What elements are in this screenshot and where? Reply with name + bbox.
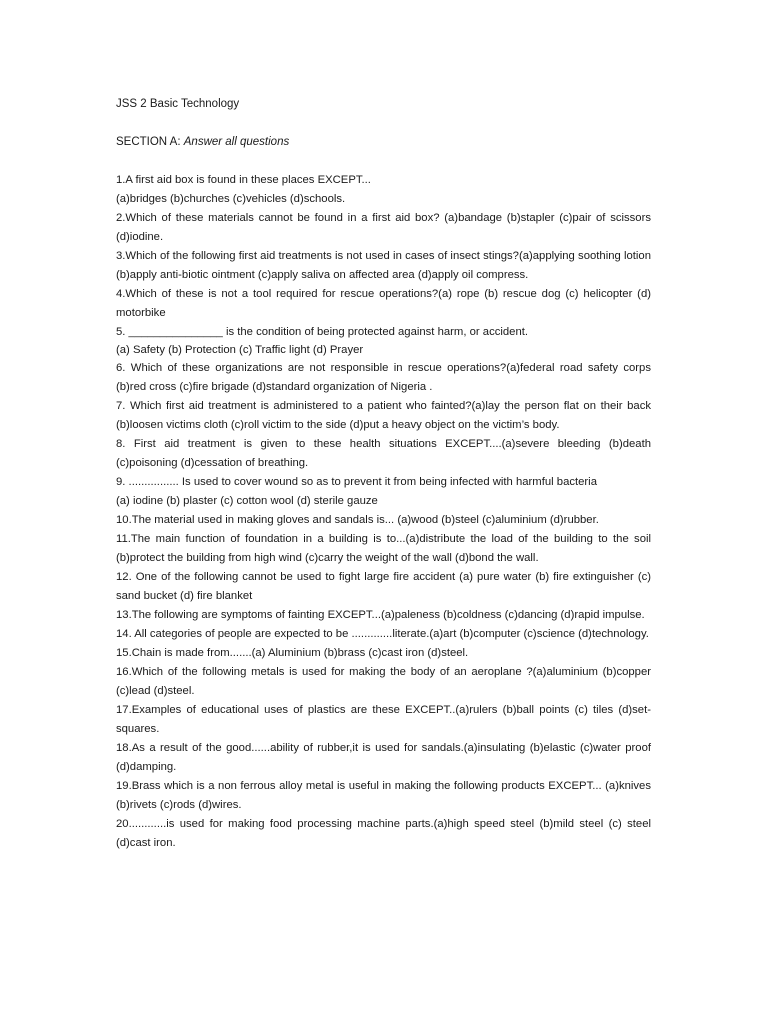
question-1: 1.A first aid box is found in these places EXCEPT... (116, 174, 371, 186)
question-10: 10.The material used in making gloves and sandals is... (a)wood (b)steel (c)aluminium (d)rubber. (116, 514, 599, 526)
question-14: 14. All categories of people are expected to be .............literate.(a)art (b)computer (c)science (d)technology. (116, 628, 649, 640)
question-9-options: (a) iodine (b) plaster (c) cotton wool (d) sterile gauze (116, 495, 378, 507)
question-9: 9. ................ Is used to cover wound so as to prevent it from being infected with harmful bacteria (116, 476, 597, 488)
question-20: 20............is used for making food processing machine parts.(a)high speed steel (b)mild steel (c) steel (d)cast iron. (116, 818, 651, 849)
question-16: 16.Which of the following metals is used for making the body of an aeroplane ?(a)aluminium (b)copper (c)lead (d)steel. (116, 666, 651, 697)
question-4: 4.Which of these is not a tool required for rescue operations?(a) rope (b) rescue dog (c) helicopter (d) motorbike (116, 288, 651, 319)
question-17: 17.Examples of educational uses of plastics are these EXCEPT..(a)rulers (b)ball points (c) tiles (d)set-squares. (116, 704, 651, 735)
question-7: 7. Which first aid treatment is administered to a patient who fainted?(a)lay the person flat on their back (b)loosen victims cloth (c)roll victim to the side (d)put a heavy object on the victim’s body. (116, 400, 651, 431)
question-3: 3.Which of the following first aid treatments is not used in cases of insect stings?(a)applying soothing lotion (b)apply anti-biotic ointment (c)apply saliva on affected area (d)apply oil compress. (116, 250, 651, 281)
question-6: 6. Which of these organizations are not responsible in rescue operations?(a)federal road safety corps (b)red cross (c)fire brigade (d)standard organization of Nigeria . (116, 362, 651, 393)
section-instruction: Answer all questions (183, 136, 290, 148)
question-1-options: (a)bridges (b)churches (c)vehicles (d)schools. (116, 193, 346, 205)
question-5-options: (a) Safety (b) Protection (c) Traffic light (d) Prayer (116, 344, 364, 356)
section-label: SECTION A: (116, 136, 184, 148)
question-list (116, 171, 651, 853)
question-18: 18.As a result of the good......ability of rubber,it is used for sandals.(a)insulating (b)elastic (c)water proof (d)damping. (116, 742, 651, 773)
section-heading (116, 134, 289, 150)
question-13: 13.The following are symptoms of fainting EXCEPT...(a)paleness (b)coldness (c)dancing (d)rapid impulse. (116, 609, 645, 621)
question-19: 19.Brass which is a non ferrous alloy metal is useful in making the following products EXCEPT... (a)knives (b)rivets (c)rods (d)wires. (116, 780, 651, 811)
question-8: 8. First aid treatment is given to these health situations EXCEPT....(a)severe bleeding (b)death (c)poisoning (d)cessation of breathing. (116, 438, 651, 469)
question-5: 5. _______________ is the condition of being protected against harm, or accident. (116, 326, 528, 338)
question-11: 11.The main function of foundation in a building is to...(a)distribute the load of the building to the soil (b)protect the building from high wind (c)carry the weight of the wall (d)bond the wall. (116, 533, 651, 564)
question-12: 12. One of the following cannot be used to fight large fire accident (a) pure water (b) fire extinguisher (c) sand bucket (d) fire blanket (116, 571, 651, 602)
document-title: JSS 2 Basic Technology (116, 98, 240, 110)
question-2: 2.Which of these materials cannot be found in a first aid box? (a)bandage (b)stapler (c)pair of scissors (d)iodine. (116, 212, 651, 243)
question-15: 15.Chain is made from.......(a) Aluminium (b)brass (c)cast iron (d)steel. (116, 647, 469, 659)
